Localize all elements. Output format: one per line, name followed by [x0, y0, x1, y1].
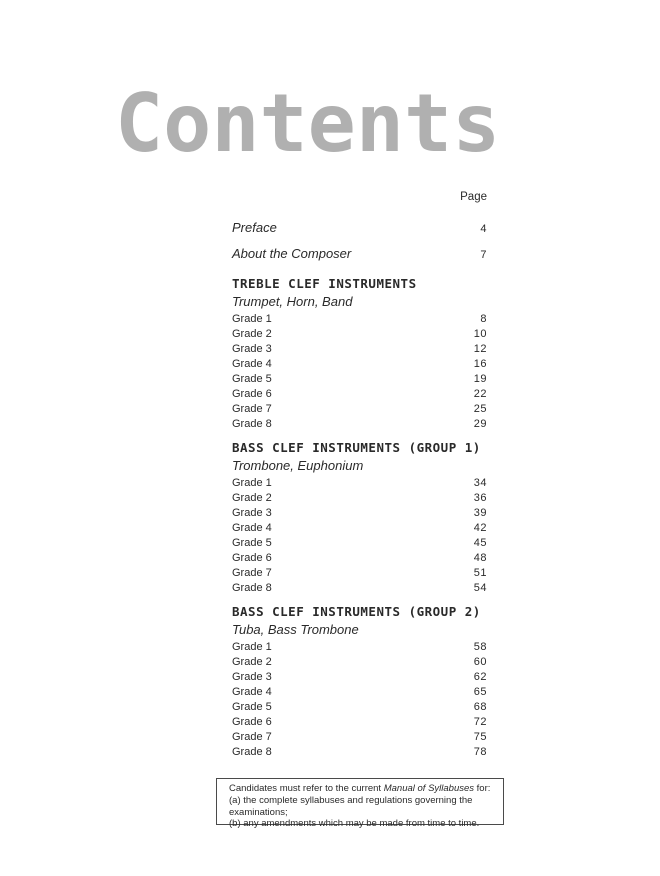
- toc-entry-grade: [232, 357, 487, 372]
- toc-entry-grade: [232, 745, 487, 760]
- entry-label: Grade 5: [232, 701, 272, 713]
- section-subtitle: Trumpet, Horn, Band: [232, 294, 353, 309]
- toc-entry-grade: [232, 521, 487, 536]
- grade-list: [232, 312, 487, 432]
- entry-label: Grade 4: [232, 358, 272, 370]
- entry-label: Grade 6: [232, 388, 272, 400]
- entry-page-number: 25: [473, 403, 487, 415]
- entry-label: Grade 6: [232, 552, 272, 564]
- toc-entry-grade: [232, 640, 487, 655]
- entry-label: Grade 2: [232, 656, 272, 668]
- page-title: Contents: [115, 77, 501, 170]
- toc-entry-grade: [232, 655, 487, 670]
- section-heading: BASS CLEF INSTRUMENTS (GROUP 1): [232, 440, 481, 455]
- toc-entry-grade: [232, 536, 487, 551]
- toc-entry-grade: [232, 476, 487, 491]
- entry-page-number: 8: [480, 313, 487, 325]
- toc-entry-about-composer: [232, 246, 487, 262]
- toc-entry-grade: [232, 312, 487, 327]
- entry-label: Grade 1: [232, 641, 272, 653]
- notice-line-2: (a) the complete syllabuses and regulations governing the examinations;: [229, 794, 473, 818]
- entry-label: Grade 7: [232, 731, 272, 743]
- entry-page-number: 4: [480, 223, 487, 235]
- entry-page-number: 22: [473, 388, 487, 400]
- entry-label: Grade 3: [232, 507, 272, 519]
- entry-label: Grade 2: [232, 492, 272, 504]
- section-heading: BASS CLEF INSTRUMENTS (GROUP 2): [232, 604, 481, 619]
- entry-label: Grade 8: [232, 746, 272, 758]
- toc-entry-grade: [232, 372, 487, 387]
- entry-page-number: 65: [473, 686, 487, 698]
- toc-entry-grade: [232, 417, 487, 432]
- entry-page-number: 48: [473, 552, 487, 564]
- grade-list: [232, 640, 487, 760]
- section-heading: TREBLE CLEF INSTRUMENTS: [232, 276, 417, 291]
- entry-page-number: 36: [473, 492, 487, 504]
- entry-label: Grade 1: [232, 477, 272, 489]
- entry-page-number: 60: [473, 656, 487, 668]
- toc-entry-grade: [232, 402, 487, 417]
- notice-manual-title: Manual of Syllabuses: [383, 783, 475, 794]
- toc-entry-grade: [232, 700, 487, 715]
- notice-line-1-prefix: Candidates must refer to the current: [229, 783, 384, 794]
- entry-label: Grade 4: [232, 686, 272, 698]
- toc-entry-grade: [232, 491, 487, 506]
- toc-entry-grade: [232, 715, 487, 730]
- entry-label: Grade 5: [232, 373, 272, 385]
- entry-page-number: 10: [473, 328, 487, 340]
- entry-label: Grade 6: [232, 716, 272, 728]
- entry-page-number: 16: [473, 358, 487, 370]
- entry-page-number: 62: [473, 671, 487, 683]
- toc-entry-grade: [232, 387, 487, 402]
- entry-label: Grade 7: [232, 403, 272, 415]
- entry-label: Grade 2: [232, 328, 272, 340]
- section-bass-clef-group-2: [232, 604, 487, 760]
- toc-entry-grade: [232, 730, 487, 745]
- entry-page-number: 42: [473, 522, 487, 534]
- section-subtitle: Trombone, Euphonium: [232, 458, 364, 473]
- entry-label: Grade 4: [232, 522, 272, 534]
- entry-label: Grade 5: [232, 537, 272, 549]
- entry-label: Grade 8: [232, 582, 272, 594]
- entry-page-number: 68: [473, 701, 487, 713]
- entry-page-number: 19: [473, 373, 487, 385]
- notice-line-1-suffix: for:: [474, 783, 491, 794]
- section-bass-clef-group-1: [232, 440, 487, 596]
- toc-entry-grade: [232, 342, 487, 357]
- syllabus-notice-box: [216, 778, 504, 830]
- entry-page-number: 54: [473, 582, 487, 594]
- toc-entry-grade: [232, 581, 487, 596]
- table-of-contents: [232, 190, 487, 760]
- entry-page-number: 34: [473, 477, 487, 489]
- entry-page-number: 58: [473, 641, 487, 653]
- toc-entry-grade: [232, 566, 487, 581]
- entry-label: Preface: [232, 220, 277, 235]
- toc-entry-grade: [232, 327, 487, 342]
- entry-page-number: 7: [480, 249, 487, 261]
- entry-page-number: 29: [473, 418, 487, 430]
- toc-entry-grade: [232, 551, 487, 566]
- entry-page-number: 75: [473, 731, 487, 743]
- entry-label: Grade 3: [232, 343, 272, 355]
- notice-line-1: [229, 783, 495, 795]
- notice-line-3: (b) any amendments which may be made from time to time.: [229, 818, 480, 830]
- toc-entry-grade: [232, 670, 487, 685]
- entry-label: Grade 1: [232, 313, 272, 325]
- page-column-label: Page: [460, 191, 487, 203]
- entry-label: About the Composer: [232, 246, 352, 261]
- toc-entry-grade: [232, 506, 487, 521]
- entry-label: Grade 8: [232, 418, 272, 430]
- entry-page-number: 72: [473, 716, 487, 728]
- entry-page-number: 45: [473, 537, 487, 549]
- entry-page-number: 51: [473, 567, 487, 579]
- section-subtitle: Tuba, Bass Trombone: [232, 622, 359, 637]
- entry-page-number: 78: [473, 746, 487, 758]
- toc-entry-preface: [232, 220, 487, 236]
- toc-entry-grade: [232, 685, 487, 700]
- entry-page-number: 39: [473, 507, 487, 519]
- entry-label: Grade 3: [232, 671, 272, 683]
- entry-label: Grade 7: [232, 567, 272, 579]
- entry-page-number: 12: [473, 343, 487, 355]
- grade-list: [232, 476, 487, 596]
- section-treble-clef: [232, 276, 487, 432]
